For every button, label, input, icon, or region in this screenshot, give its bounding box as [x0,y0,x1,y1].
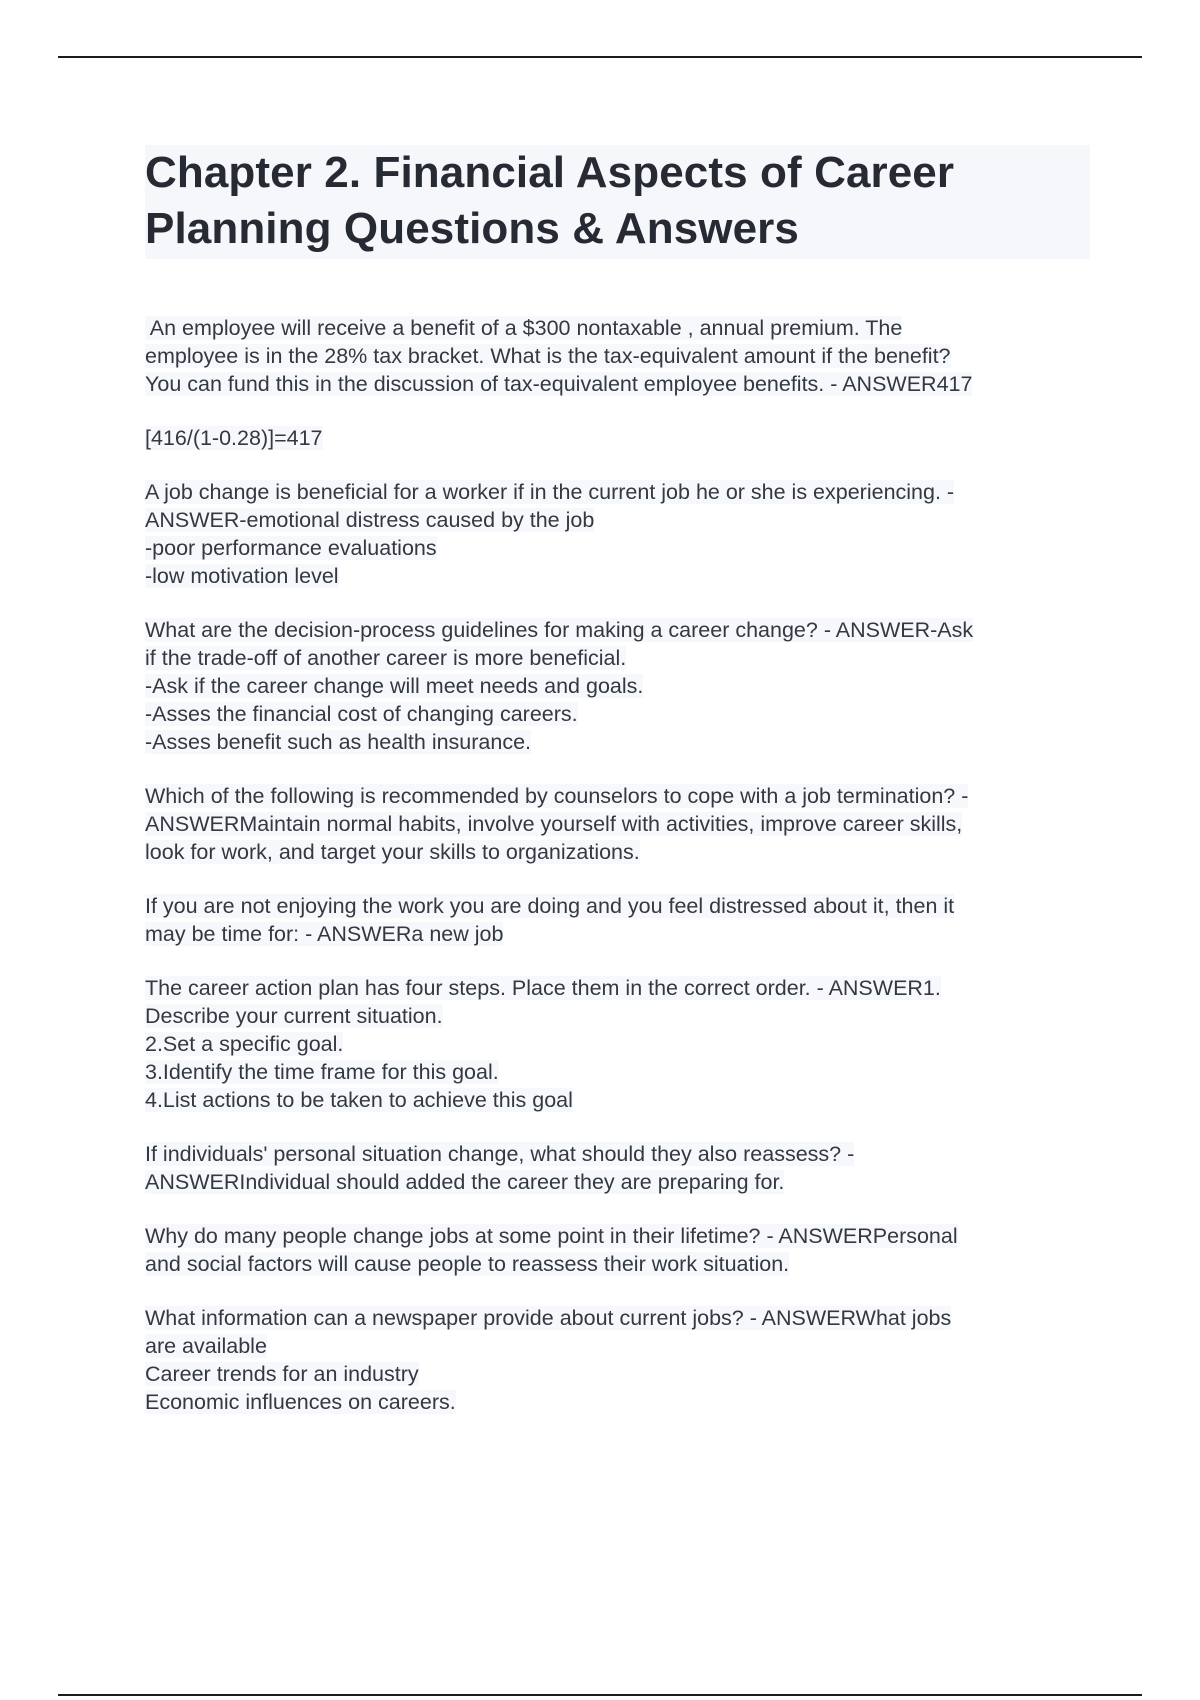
qa-line: If individuals' personal situation change, what should they also reassess? - [145,1142,855,1166]
document-content [145,145,1090,1442]
qa-line: Why do many people change jobs at some point in their lifetime? - ANSWERPersonal [145,1224,958,1248]
qa-line: A job change is beneficial for a worker if in the current job he or she is experiencing. - [145,480,955,504]
qa-line: 2.Set a specific goal. [145,1032,344,1056]
qa-line: -poor performance evaluations [145,536,437,560]
title-block [145,145,1090,259]
qa-line: -Asses benefit such as health insurance. [145,730,532,754]
qa-line: and social factors will cause people to reassess their work situation. [145,1252,790,1276]
qa-item [145,424,1090,452]
qa-line: [416/(1-0.28)]=417 [145,426,323,450]
qa-line: -Ask if the career change will meet needs and goals. [145,674,644,698]
qa-item [145,892,1090,948]
qa-line: -low motivation level [145,564,339,588]
qa-line: The career action plan has four steps. Place them in the correct order. - ANSWER1. [145,976,941,1000]
qa-line: are available [145,1334,267,1358]
qa-item [145,1140,1090,1196]
qa-line: if the trade-off of another career is more beneficial. [145,646,627,670]
qa-line: employee is in the 28% tax bracket. What is the tax-equivalent amount if the benefit? [145,344,951,368]
qa-item [145,1222,1090,1278]
bottom-rule [58,1694,1142,1696]
qa-line: 4.List actions to be taken to achieve this goal [145,1088,573,1112]
qa-list [145,314,1090,1416]
title-line: Chapter 2. Financial Aspects of Career [145,148,955,197]
qa-line: You can fund this in the discussion of tax-equivalent employee benefits. - ANSWER417 [145,372,973,396]
qa-line: Economic influences on careers. [145,1390,456,1414]
qa-line: If you are not enjoying the work you are doing and you feel distressed about it, then it [145,894,955,918]
qa-item [145,478,1090,590]
qa-item [145,314,1090,398]
qa-line: ANSWER-emotional distress caused by the job [145,508,595,532]
qa-line: An employee will receive a benefit of a $300 nontaxable , annual premium. The [145,316,903,340]
qa-line: What information can a newspaper provide about current jobs? - ANSWERWhat jobs [145,1306,952,1330]
qa-line: ANSWERMaintain normal habits, involve yourself with activities, improve career skills, [145,812,963,836]
qa-item [145,1304,1090,1416]
qa-item [145,974,1090,1114]
title-line: Planning Questions & Answers [145,204,799,253]
qa-line: look for work, and target your skills to organizations. [145,840,640,864]
qa-line: 3.Identify the time frame for this goal. [145,1060,499,1084]
qa-line: Which of the following is recommended by counselors to cope with a job termination? - [145,784,969,808]
qa-line: Describe your current situation. [145,1004,443,1028]
qa-item [145,616,1090,756]
qa-item [145,782,1090,866]
qa-line: Career trends for an industry [145,1362,419,1386]
document-title [145,145,1090,257]
qa-line: ANSWERIndividual should added the career they are preparing for. [145,1170,785,1194]
qa-line: may be time for: - ANSWERa new job [145,922,504,946]
top-rule [58,56,1142,58]
qa-line: What are the decision-process guidelines for making a career change? - ANSWER-Ask [145,618,974,642]
qa-line: -Asses the financial cost of changing careers. [145,702,578,726]
